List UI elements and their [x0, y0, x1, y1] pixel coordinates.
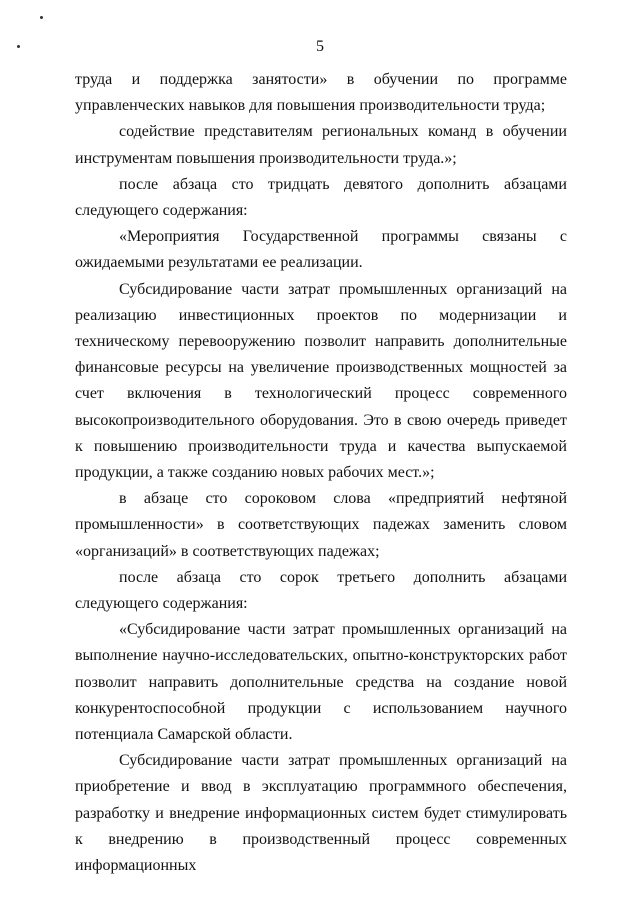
scan-speck: [40, 16, 43, 19]
paragraph-1: труда и поддержка занятости» в обучении по программе управленческих навыков для повышения производительности труда;: [75, 71, 567, 115]
paragraph-7: после абзаца сто сорок третьего дополнить абзацами следующего содержания:: [75, 568, 567, 613]
paragraph-9: Субсидирование части затрат промышленных организаций на приобретение и ввод в эксплуатацию программного обеспечения, разработку и внедрение информационных систем будет стимулировать к внедрению в производственный процесс современных информационных: [75, 752, 567, 875]
paragraph-8: «Субсидирование части затрат промышленных организаций на выполнение научно-исследовательских, опытно-конструкторских работ позволит направить дополнительные средства на создание новой конкурентоспособной продукции с использованием научного потенциала Самарской области.: [75, 621, 567, 744]
page-number: 5: [316, 38, 324, 55]
document-body: [75, 67, 567, 879]
paragraph-4: «Мероприятия Государственной программы связаны с ожидаемыми результатами ее реализации.: [75, 228, 567, 272]
paragraph-6: в абзаце сто сороковом слова «предприятий нефтяной промышленности» в соответствующих падежах заменить словом «организаций» в соответствующих падежах;: [75, 490, 567, 560]
paragraph-3: после абзаца сто тридцать девятого дополнить абзацами следующего содержания:: [75, 175, 567, 220]
paragraph-5: Субсидирование части затрат промышленных организаций на реализацию инвестиционных проектов по модернизации и техническому перевооружению позволит направить дополнительные финансовые ресурсы на увеличение производственных мощностей за счет включения в технологический процесс современного высокопроизводительного оборудования. Это в свою очередь приведет к повышению производительности труда и качества выпускаемой продукции, а также созданию новых рабочих мест.»;: [75, 280, 567, 482]
paragraph-2: содействие представителям региональных команд в обучении инструментам повышения производительности труда.»;: [75, 123, 567, 167]
